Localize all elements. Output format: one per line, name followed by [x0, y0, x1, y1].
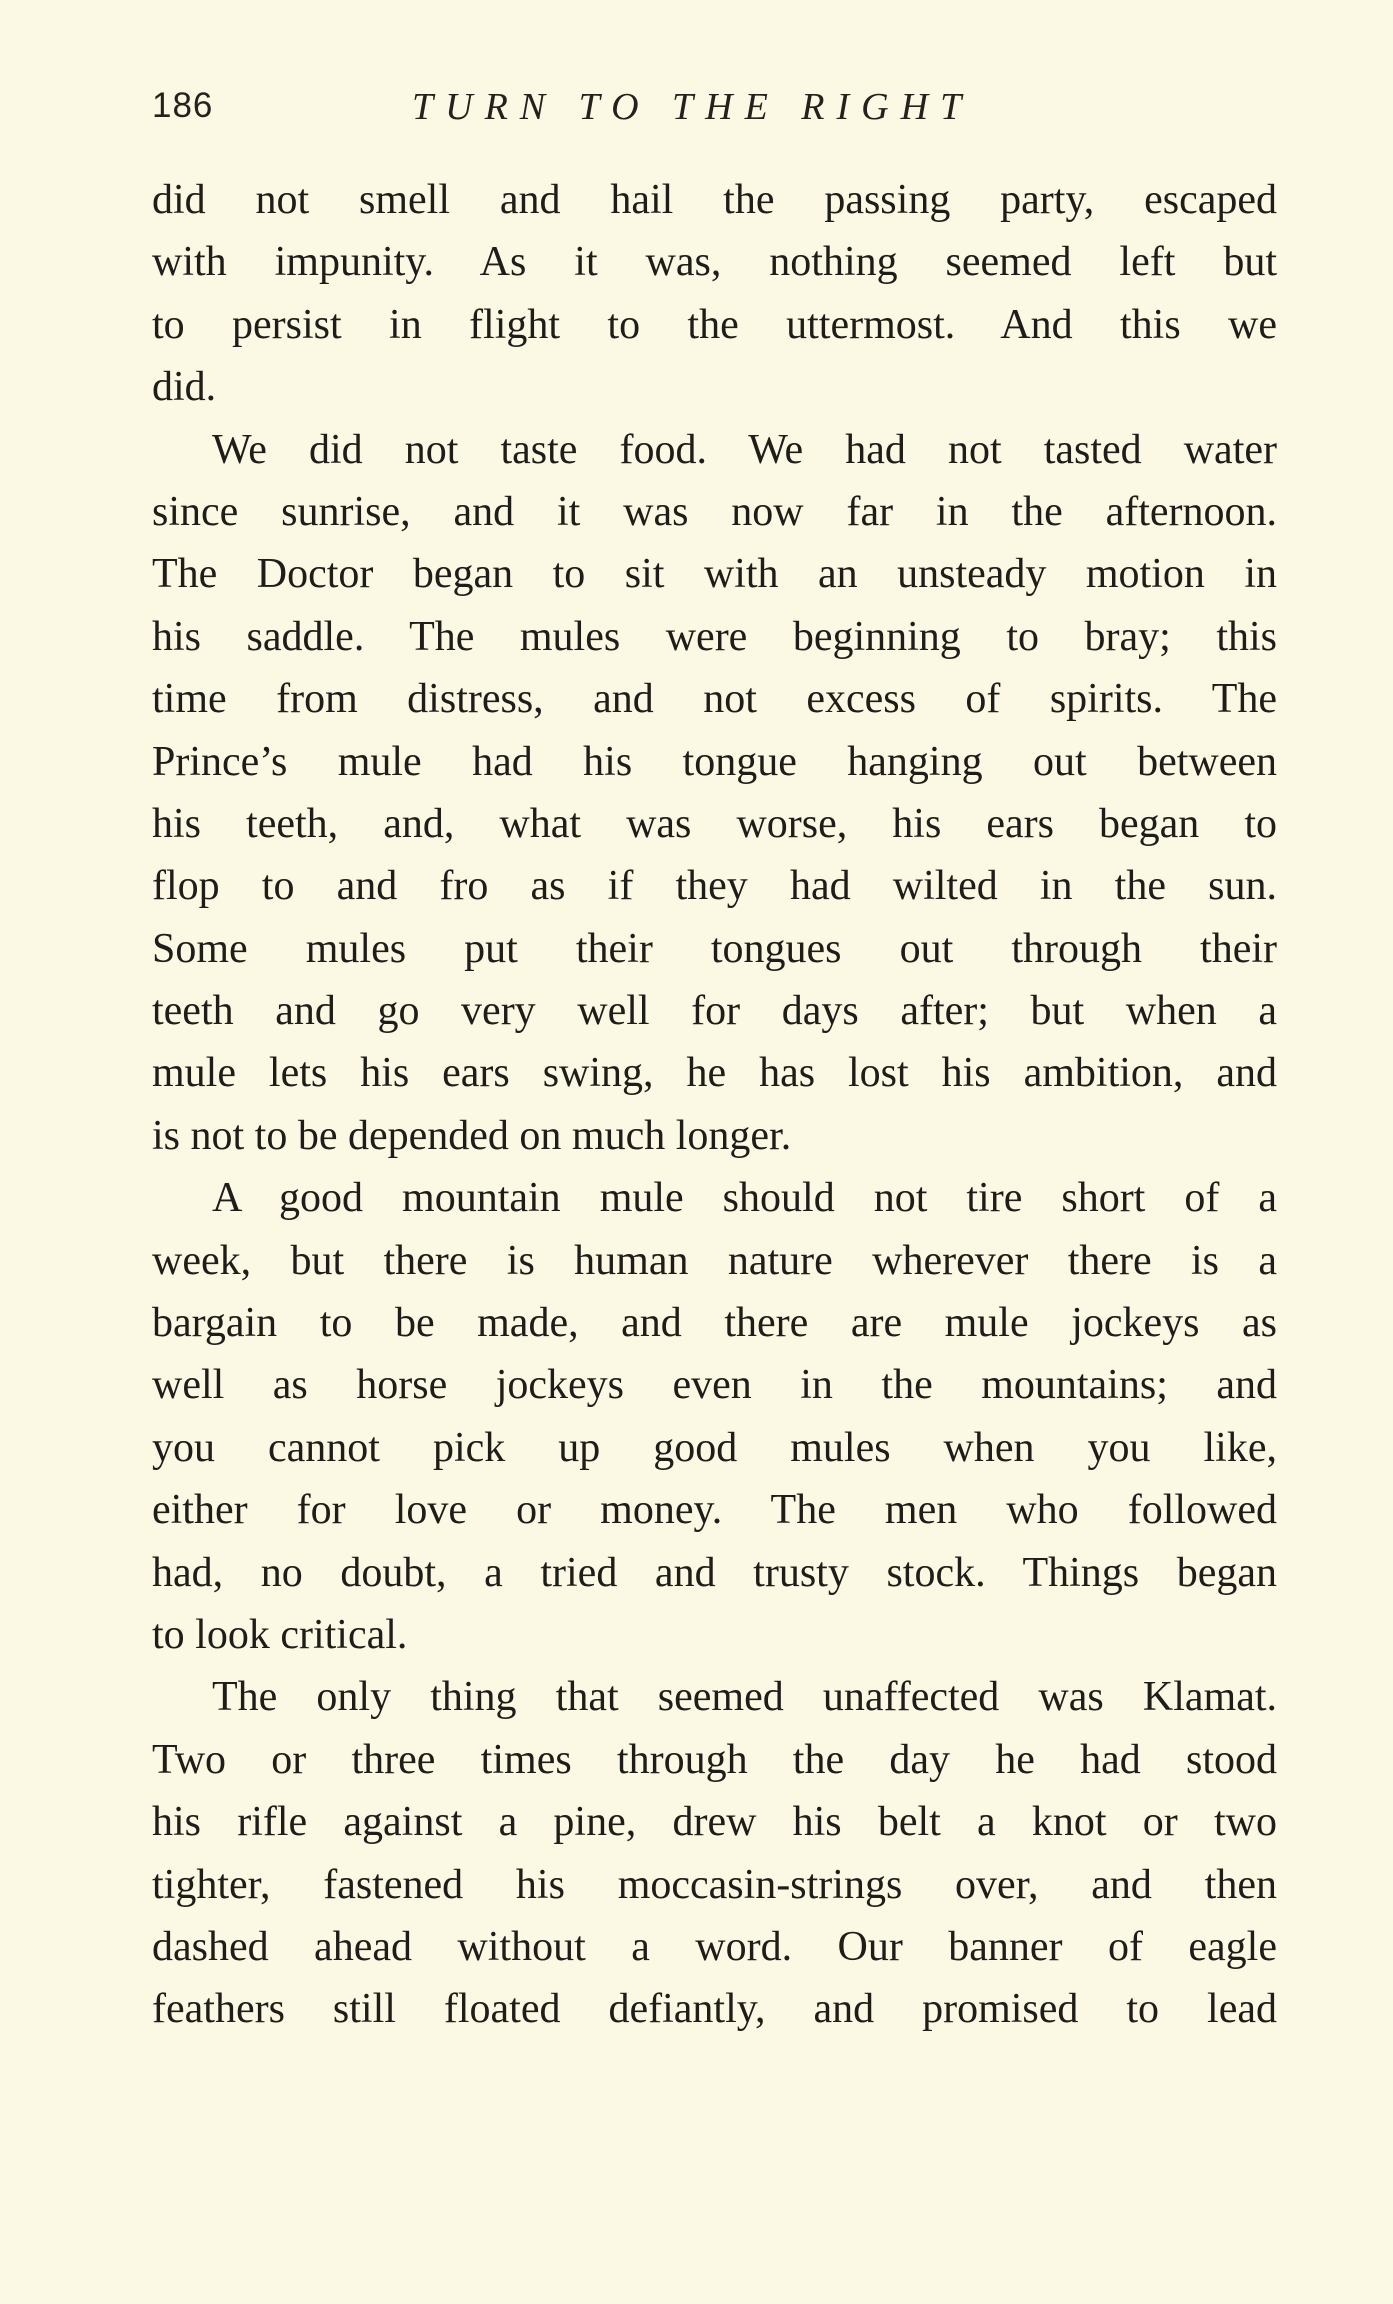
text-line: his saddle. The mules were beginning to bray; this — [152, 613, 1277, 660]
text-line: Two or three times through the day he had stood — [152, 1736, 1277, 1783]
text-line: Prince’s mule had his tongue hanging out between — [152, 738, 1277, 785]
text-line: dashed ahead without a word. Our banner of eagle — [152, 1923, 1277, 1970]
text-line: you cannot pick up good mules when you like, — [152, 1424, 1277, 1471]
page-number: 186 — [152, 86, 214, 125]
text-line: week, but there is human nature wherever there is a — [152, 1237, 1277, 1284]
body-text — [152, 169, 1277, 2041]
text-line: did not smell and hail the passing party, escaped — [152, 177, 1277, 223]
text-line: is not to be depended on much longer. — [152, 1112, 792, 1159]
text-line: The only thing that seemed unaffected was Klamat. — [212, 1674, 1277, 1721]
text-line: time from distress, and not excess of spirits. The — [152, 676, 1277, 723]
text-line: well as horse jockeys even in the mountains; and — [152, 1362, 1277, 1409]
text-line: to look critical. — [152, 1611, 408, 1658]
text-line: mule lets his ears swing, he has lost his ambition, and — [152, 1050, 1277, 1097]
text-line: did. — [152, 364, 217, 411]
text-line: teeth and go very well for days after; but when a — [152, 988, 1277, 1035]
text-line: The Doctor began to sit with an unsteady motion in — [152, 551, 1277, 598]
text-line: either for love or money. The men who followed — [152, 1487, 1277, 1534]
text-line: A good mountain mule should not tire short of a — [212, 1175, 1277, 1222]
running-head — [152, 86, 1272, 136]
text-line: since sunrise, and it was now far in the afternoon. — [152, 488, 1277, 535]
text-line: flop to and fro as if they had wilted in the sun. — [152, 863, 1277, 910]
text-line: his teeth, and, what was worse, his ears began to — [152, 800, 1277, 847]
text-line: bargain to be made, and there are mule jockeys as — [152, 1300, 1277, 1347]
text-line: his rifle against a pine, drew his belt a knot or two — [152, 1799, 1277, 1846]
text-line: with impunity. As it was, nothing seemed left but — [152, 239, 1277, 286]
text-line: Some mules put their tongues out through their — [152, 925, 1277, 972]
running-title: TURN TO THE RIGHT — [412, 86, 974, 128]
text-line: tighter, fastened his moccasin-strings over, and then — [152, 1861, 1277, 1908]
text-line: had, no doubt, a tried and trusty stock. Things began — [152, 1549, 1277, 1596]
text-line: feathers still floated defiantly, and promised to lead — [152, 1986, 1277, 2033]
text-line: to persist in flight to the uttermost. And this we — [152, 301, 1277, 348]
text-line: We did not taste food. We had not tasted water — [212, 426, 1277, 473]
